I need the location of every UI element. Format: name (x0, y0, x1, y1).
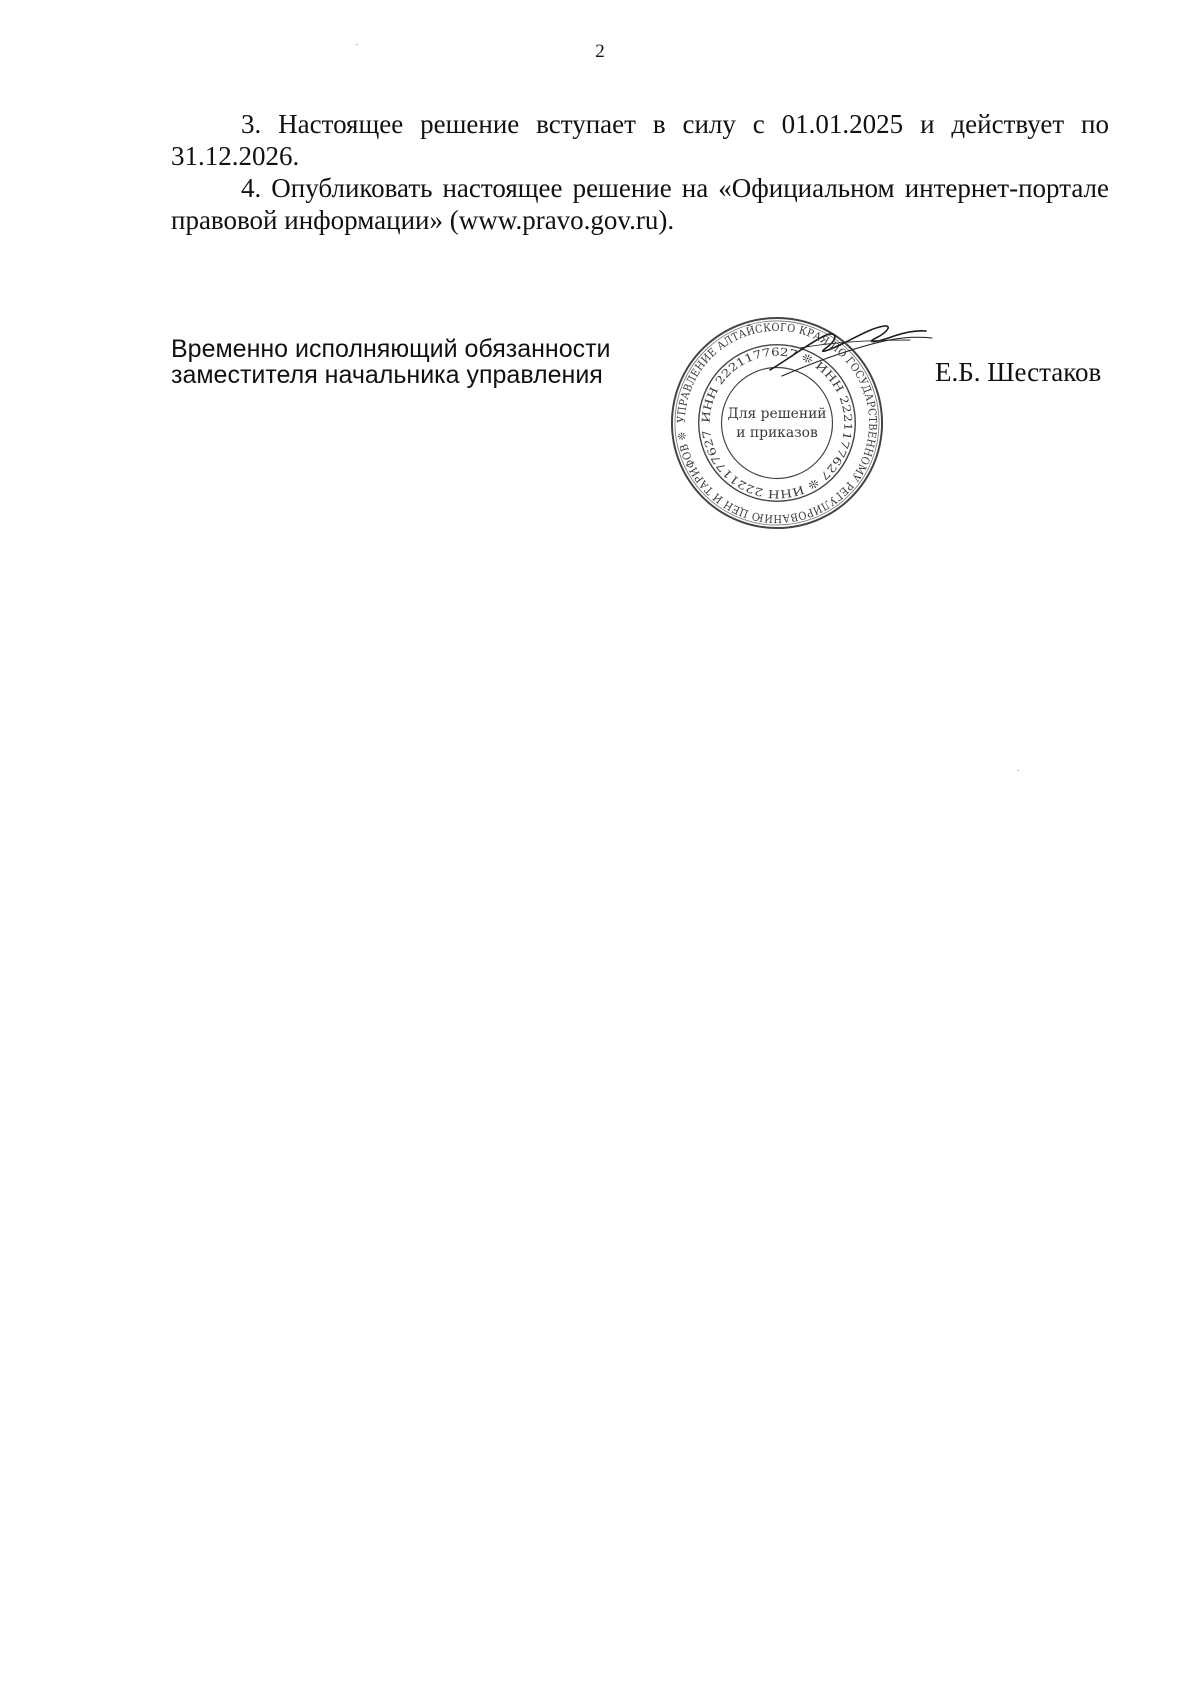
paragraph-item-3: 3. Настоящее решение вступает в силу с 01.01.2025 и действует по 31.12.2026. (171, 109, 1109, 171)
page-number: 2 (595, 41, 605, 62)
handwritten-signature (760, 318, 940, 382)
scan-speck (1017, 770, 1019, 771)
signatory-position-line-1: Временно исполняющий обязанности (171, 335, 611, 363)
seal-outer-text: УПРАВЛЕНИЕ АЛТАЙСКОГО КРАЯ ПО ГОСУДАРСТВЕННОМУ РЕГУЛИРОВАНИЮ ЦЕН И ТАРИФОВ ❊ (674, 320, 880, 526)
signatory-position (171, 336, 691, 388)
seal-center-line-1: Для решений (727, 406, 827, 423)
seal-inner-text: ИНН 2221177627 ❊ ИНН 2221177627 ❊ ИНН 2221177627 (699, 345, 855, 501)
seal-center-line-2: и приказов (736, 424, 818, 441)
signer-name: Е.Б. Шестаков (935, 357, 1102, 387)
signatory-position-line-2: заместителя начальника управления (171, 361, 603, 389)
scan-speck (356, 44, 358, 45)
paragraph-item-4: 4. Опубликовать настоящее решение на «Официальном интернет-портале правовой информации» (www.pravo.gov.ru). (171, 173, 1109, 235)
document-body (171, 108, 1109, 236)
